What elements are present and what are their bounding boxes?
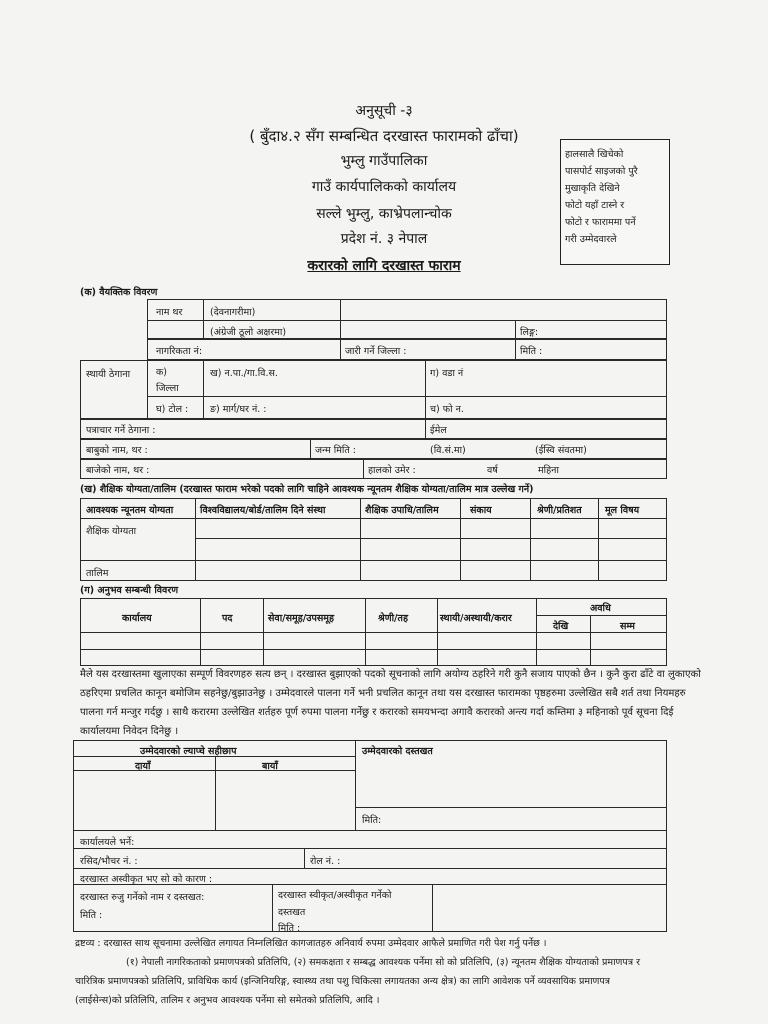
district-k-label: क): [156, 367, 168, 378]
left-thumb-label: बायाँ: [262, 761, 278, 772]
receipt-label: रसिद/भौचर नं. :: [80, 856, 138, 867]
photo-instruction-line: फोटो र फाराममा पर्ने: [565, 217, 636, 228]
district-label: जिल्ला: [156, 383, 179, 394]
dob-ad-label: (ईस्वि संवतमा): [535, 445, 587, 456]
correspondence-row: [80, 419, 667, 439]
exp-col-service: सेवा/समूह/उपसमूह: [268, 613, 335, 624]
note-line: (लाईसेन्स)को प्रतिलिपि, तालिम र अनुभव आवश्यक पर्नेमा सो समेतको प्रतिलिपि, आदि ।: [75, 995, 380, 1006]
citizenship-label: नागरिकता नं:: [156, 346, 203, 357]
declaration-line: पालना गर्न मन्जुर गर्दछु । साथै करारमा उल्लेखित शर्तहरु पूर्ण रुपमा पालना गर्नेछु र करारको समयभन्दा अगावै करारको अन्त्य गर्दा कम्तिमा ३ महिनाको पूर्व सूचना दिई: [80, 707, 674, 718]
english-label: (अंग्रेजी ठूलो अक्षरमा): [210, 327, 287, 338]
declaration-line: कार्यालयमा निवेदन दिनेछु ।: [80, 726, 179, 737]
declaration-line: ठहरिएमा प्रचलित कानून बमोजिम सहनेछु/बुझाउनेछु । उम्मेदवारले पालना गर्ने भनी प्रचलित कानून तथा यस दरखास्त फारामका पृष्ठहरुमा उल्लेखित सबै शर्त तथा नियमहरु: [80, 688, 686, 699]
approver-date-label: मिति :: [278, 923, 301, 934]
edu-col-degree: शैक्षिक उपाधि/तालिम: [365, 505, 439, 516]
note-line: (१) नेपाली नागरिकताको प्रमाणपत्रको प्रतिलिपि, (२) समकक्षता र सम्बद्ध आवश्यक पर्नेमा सो को प्रतिलिपि, (३) न्यूनतम शैक्षिक योग्यताको प्रमाणपत्र र: [126, 957, 640, 968]
grandfather-label: बाजेको नाम, थर :: [86, 465, 150, 476]
approver-signature-label: दस्तखत: [278, 907, 306, 918]
roll-number-label: रोल नं. :: [310, 856, 341, 867]
citizenship-row: [147, 339, 667, 360]
dob-bs-label: (वि.सं.मा): [430, 445, 466, 456]
right-thumb-label: दायाँ: [135, 761, 151, 772]
section-c-title: (ग) अनुभव सम्बन्धी विवरण: [80, 585, 179, 596]
date-label: मिति :: [520, 346, 543, 357]
office-name: गाउँ कार्यपालिकको कार्यालय: [311, 179, 457, 195]
permanent-address-label: स्थायी ठेगाना: [86, 369, 131, 380]
exp-col-from: देखि: [553, 621, 569, 632]
palika-name: भुम्लु गाउँपालिका: [340, 153, 428, 169]
exp-col-level: श्रेणी/तह: [378, 613, 408, 624]
municipality-label: ख) न.पा./गा.वि.स.: [210, 368, 278, 379]
edu-col-division: श्रेणी/प्रतिशत: [537, 505, 582, 516]
current-age-label: हालको उमेर :: [368, 465, 416, 476]
devanagari-label: (देवनागरीमा): [210, 307, 256, 318]
photo-instruction-line: हालसालै खिचेको: [565, 149, 624, 160]
gender-label: लिङ्ग:: [520, 327, 539, 338]
edu-row-academic: शैक्षिक योग्यता: [86, 526, 137, 537]
signature-date-label: मिति:: [362, 815, 382, 826]
exp-col-type: स्थायी/अस्थायी/करार: [440, 613, 512, 624]
edu-col-qualification: आवश्यक न्यूनतम योग्यता: [86, 505, 174, 516]
exp-col-post: पद: [222, 613, 233, 624]
photo-instruction-line: गरी उम्मेदवारले: [565, 234, 617, 245]
note-line: चारित्रिक प्रमाणपत्रको प्रतिलिपि, प्राविधिक कार्य (इन्जिनियरिङ्ग, स्वास्थ्य तथा पशु चिकित्सा लगायतका अन्य क्षेत्र) का लागि आवेशक पर्ने व्यवसायिक प्रमाणपत्र: [75, 976, 611, 987]
phone-label: च) फो न.: [430, 404, 464, 415]
name-label: नाम थर: [156, 307, 183, 318]
exp-col-office: कार्यालय: [122, 613, 152, 624]
road-label: ङ) मार्ग/घर नं. :: [210, 404, 267, 415]
tole-label: घ) टोल :: [156, 404, 189, 415]
declaration-line: मैले यस दरखास्तमा खुलाएका सम्पूर्ण विवरणहरु सत्य छन् । दरखास्त बुझाएको पदको सूचनाको लागि अयोग्य ठहरिने गरी कुनै सजाय पाएको छैन । कुनै कुरा ढाँटे वा लुकाएको: [80, 669, 701, 680]
form-title: करारको लागि दरखास्त फाराम: [307, 258, 461, 274]
province: प्रदेश नं. ३ नेपाल: [340, 231, 428, 247]
photo-instruction-line: पासपोर्ट साइजको पुरै: [565, 166, 638, 177]
verifier-date-label: मिति :: [80, 910, 103, 921]
office-address: सल्ले भुम्लु, काभ्रेपलान्चोक: [316, 206, 452, 222]
approver-label: दरखास्त स्वीकृत/अस्वीकृत गर्नेको: [278, 890, 392, 901]
thumbprint-label: उम्मेदवारको ल्याप्चे सहीछाप: [140, 746, 237, 757]
annex-subtitle: ( बुँदा४.२ सँग सम्बन्धित दरखास्त फारामको ढाँचा): [249, 127, 519, 145]
verifier-label: दरखास्त रुजु गर्नेको नाम र दस्तखत:: [80, 892, 205, 903]
correspondence-label: पत्राचार गर्ने ठेगाना :: [86, 425, 156, 436]
father-label: बाबुको नाम, थर :: [86, 445, 148, 456]
dob-label: जन्म मिति :: [315, 445, 357, 456]
photo-placeholder-box[interactable]: [560, 139, 670, 265]
exp-col-to: सम्म: [620, 621, 635, 632]
applicant-signature-label: उम्मेदवारको दस्तखत: [362, 746, 433, 757]
issued-district-label: जारी गर्ने जिल्ला :: [345, 346, 407, 357]
annex-number: अनुसूची -३: [355, 103, 413, 119]
section-b-title: (ख) शैक्षिक योग्यता/तालिम (दरखास्त फाराम भरेको पदको लागि चाहिने आवश्यक न्यूनतम शैक्षिक योग्यता/तालिम मात्र उल्लेख गर्ने): [80, 484, 534, 495]
years-label: वर्ष: [487, 465, 498, 476]
exp-col-duration: अवधि: [590, 603, 611, 614]
reject-reason-label: दरखास्त अस्वीकृत भए सो को कारण :: [80, 874, 213, 885]
email-label: ईमेल: [430, 425, 447, 436]
ward-label: ग) वडा नं: [430, 368, 464, 379]
photo-instruction-line: फोटो यहाँ टास्ने र: [565, 200, 625, 211]
edu-col-major: मूल विषय: [605, 505, 640, 516]
edu-row-training: तालिम: [86, 568, 109, 579]
photo-instruction-line: मुखाकृति देखिने: [565, 183, 620, 194]
edu-col-institution: विश्वविद्यालय/बोर्ड/तालिम दिने संस्था: [200, 505, 326, 516]
signature-grid: [73, 740, 667, 932]
edu-col-faculty: संकाय: [470, 505, 492, 516]
office-use-label: कार्यालयले भर्ने:: [80, 837, 135, 848]
section-a-title: (क) वैयक्तिक विवरण: [80, 287, 158, 298]
note-line: द्रष्टव्य : दरखास्त साथ सूचनामा उल्लेखित लगायत निम्नलिखित कागजातहरु अनिवार्य रुपमा उम्मेदवार आफैले प्रमाणित गरी पेश गर्नु पर्नेछ ।: [75, 938, 547, 949]
months-label: महिना: [538, 465, 559, 476]
